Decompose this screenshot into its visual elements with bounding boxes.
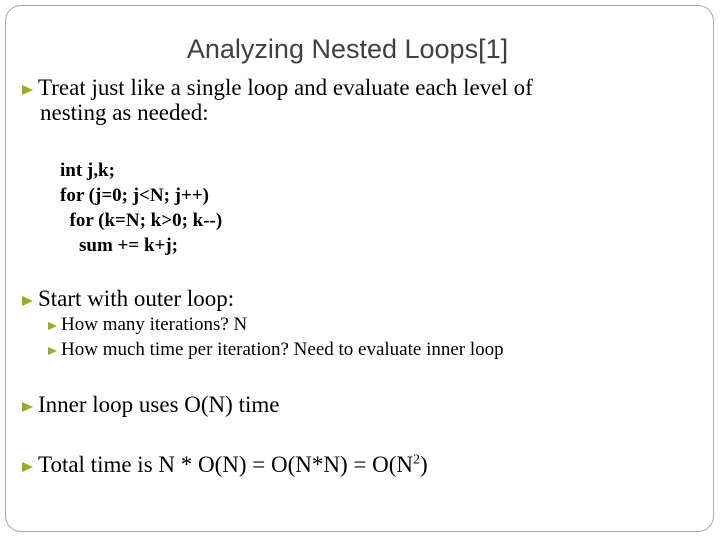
bullet-inner-loop [22, 392, 279, 417]
superscript-exponent: 2 [413, 452, 421, 468]
triangle-bullet-icon [48, 322, 57, 330]
bullet-text: Treat just like a single loop and evaluate each level of [38, 75, 533, 100]
triangle-bullet-icon [22, 402, 33, 412]
sub-bullet-text: How much time per iteration? Need to evaluate inner loop [61, 339, 504, 360]
bullet-text-end: ) [420, 452, 428, 477]
sub-bullet-time-per-iteration [48, 339, 504, 361]
code-line: int j,k; [60, 160, 115, 181]
bullet-treat-loop [22, 75, 533, 125]
triangle-bullet-icon [22, 85, 33, 95]
sub-bullet-iterations [48, 314, 247, 336]
slide-title: Analyzing Nested Loops[1] [186, 34, 509, 64]
bullet-text: Inner loop uses O(N) time [38, 392, 280, 417]
code-line: for (k=N; k>0; k--) [60, 210, 223, 231]
bullet-text: Start with outer loop: [38, 286, 235, 311]
bullet-text-continued: nesting as needed: [40, 100, 209, 125]
bullet-total-time [22, 452, 428, 477]
code-line: for (j=0; j<N; j++) [60, 185, 209, 206]
bullet-text: Total time is N * O(N) = O(N*N) = O(N [38, 452, 414, 477]
triangle-bullet-icon [48, 347, 57, 355]
sub-bullet-text: How many iterations? N [61, 314, 248, 335]
bullet-outer-loop [22, 286, 234, 311]
code-block [60, 158, 222, 258]
triangle-bullet-icon [22, 462, 33, 472]
code-line: sum += k+j; [60, 235, 178, 256]
triangle-bullet-icon [22, 296, 33, 306]
